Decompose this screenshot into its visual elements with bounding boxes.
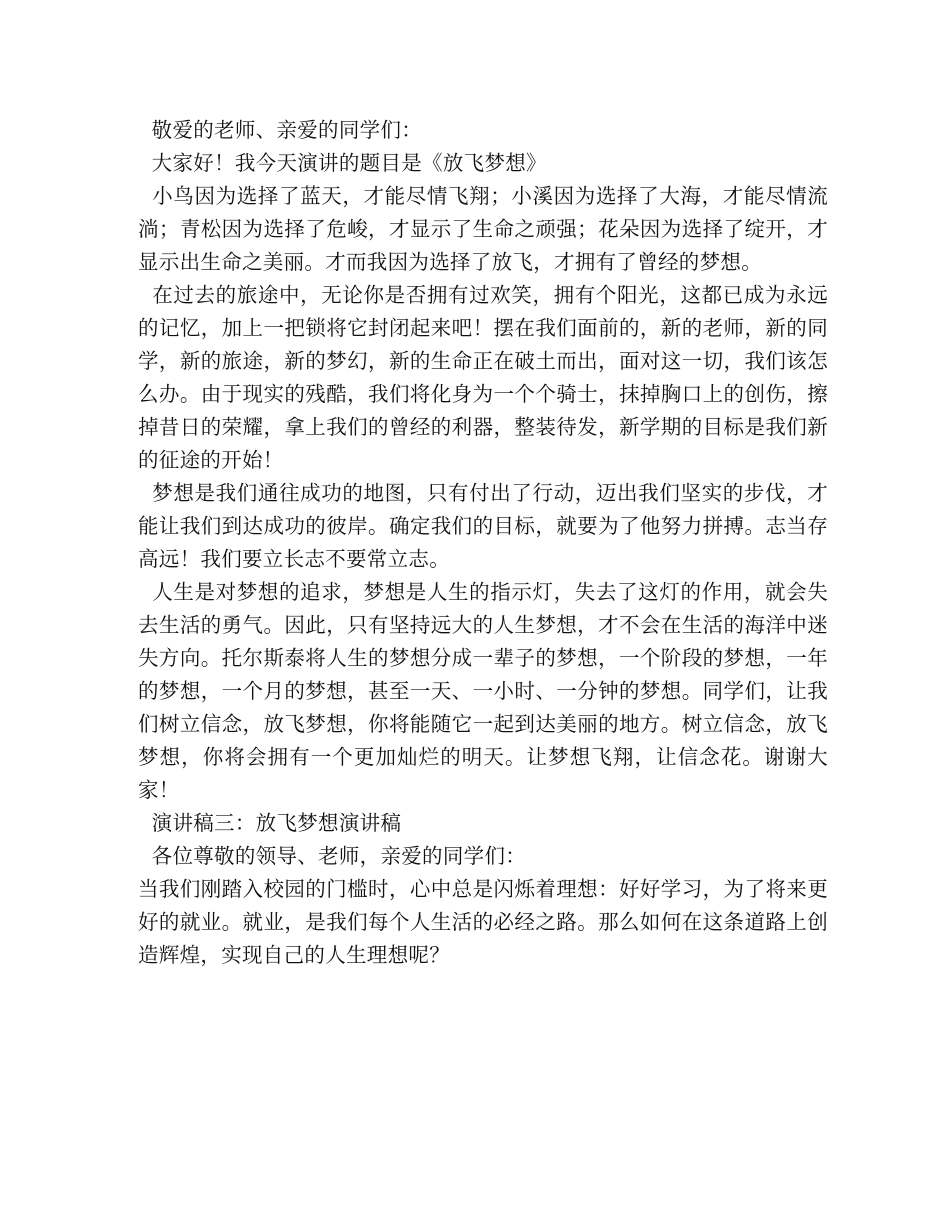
- paragraph-campus: 当我们刚踏入校园的门槛时，心中总是闪烁着理想：好好学习，为了将来更好的就业。就业，是我们每个人生活的必经之路。那么如何在这条道路上创造辉煌，实现自己的人生理想呢？: [138, 877, 828, 967]
- paragraph-dream-map: 梦想是我们通往成功的地图，只有付出了行动，迈出我们坚实的步伐，才能让我们到达成功的彼岸。确定我们的目标，就要为了他努力拼搏。志当存高远！我们要立长志不要常立志。: [138, 481, 828, 571]
- greeting-speech-title: 大家好！我今天演讲的题目是《放飞梦想》: [138, 151, 547, 175]
- paragraph-life-dream: 人生是对梦想的追求，梦想是人生的指示灯，失去了这灯的作用，就会失去生活的勇气。因此，只有坚持远大的人生梦想，才不会在生活的海洋中迷失方向。托尔斯泰将人生的梦想分成一辈子的梦想，一个阶段的梦想，一年的梦想，一个月的梦想，甚至一天、一小时、一分钟的梦想。同学们，让我们树立信念，放飞梦想，你将能随它一起到达美丽的地方。树立信念，放飞梦想，你将会拥有一个更加灿烂的明天。让梦想飞翔，让信念花。谢谢大家！: [138, 580, 828, 802]
- salutation-leaders: 各位尊敬的领导、老师，亲爱的同学们：: [138, 844, 527, 868]
- document-body: [138, 114, 828, 972]
- salutation-teachers-students: 敬爱的老师、亲爱的同学们：: [138, 118, 423, 142]
- paragraph-choice: 小鸟因为选择了蓝天，才能尽情飞翔；小溪因为选择了大海，才能尽情流淌；青松因为选择了危峻，才显示了生命之顽强；花朵因为选择了绽开，才显示出生命之美丽。才而我因为选择了放飞，才拥有了曾经的梦想。: [138, 184, 828, 274]
- section-heading-speech-three: 演讲稿三：放飞梦想演讲稿: [138, 811, 402, 835]
- paragraph-journey: 在过去的旅途中，无论你是否拥有过欢笑，拥有个阳光，这都已成为永远的记忆，加上一把锁将它封闭起来吧！摆在我们面前的，新的老师，新的同学，新的旅途，新的梦幻，新的生命正在破土而出，面对这一切，我们该怎么办。由于现实的残酷，我们将化身为一个个骑士，抹掉胸口上的创伤，擦掉昔日的荣耀，拿上我们的曾经的利器，整装待发，新学期的目标是我们新的征途的开始！: [138, 283, 828, 472]
